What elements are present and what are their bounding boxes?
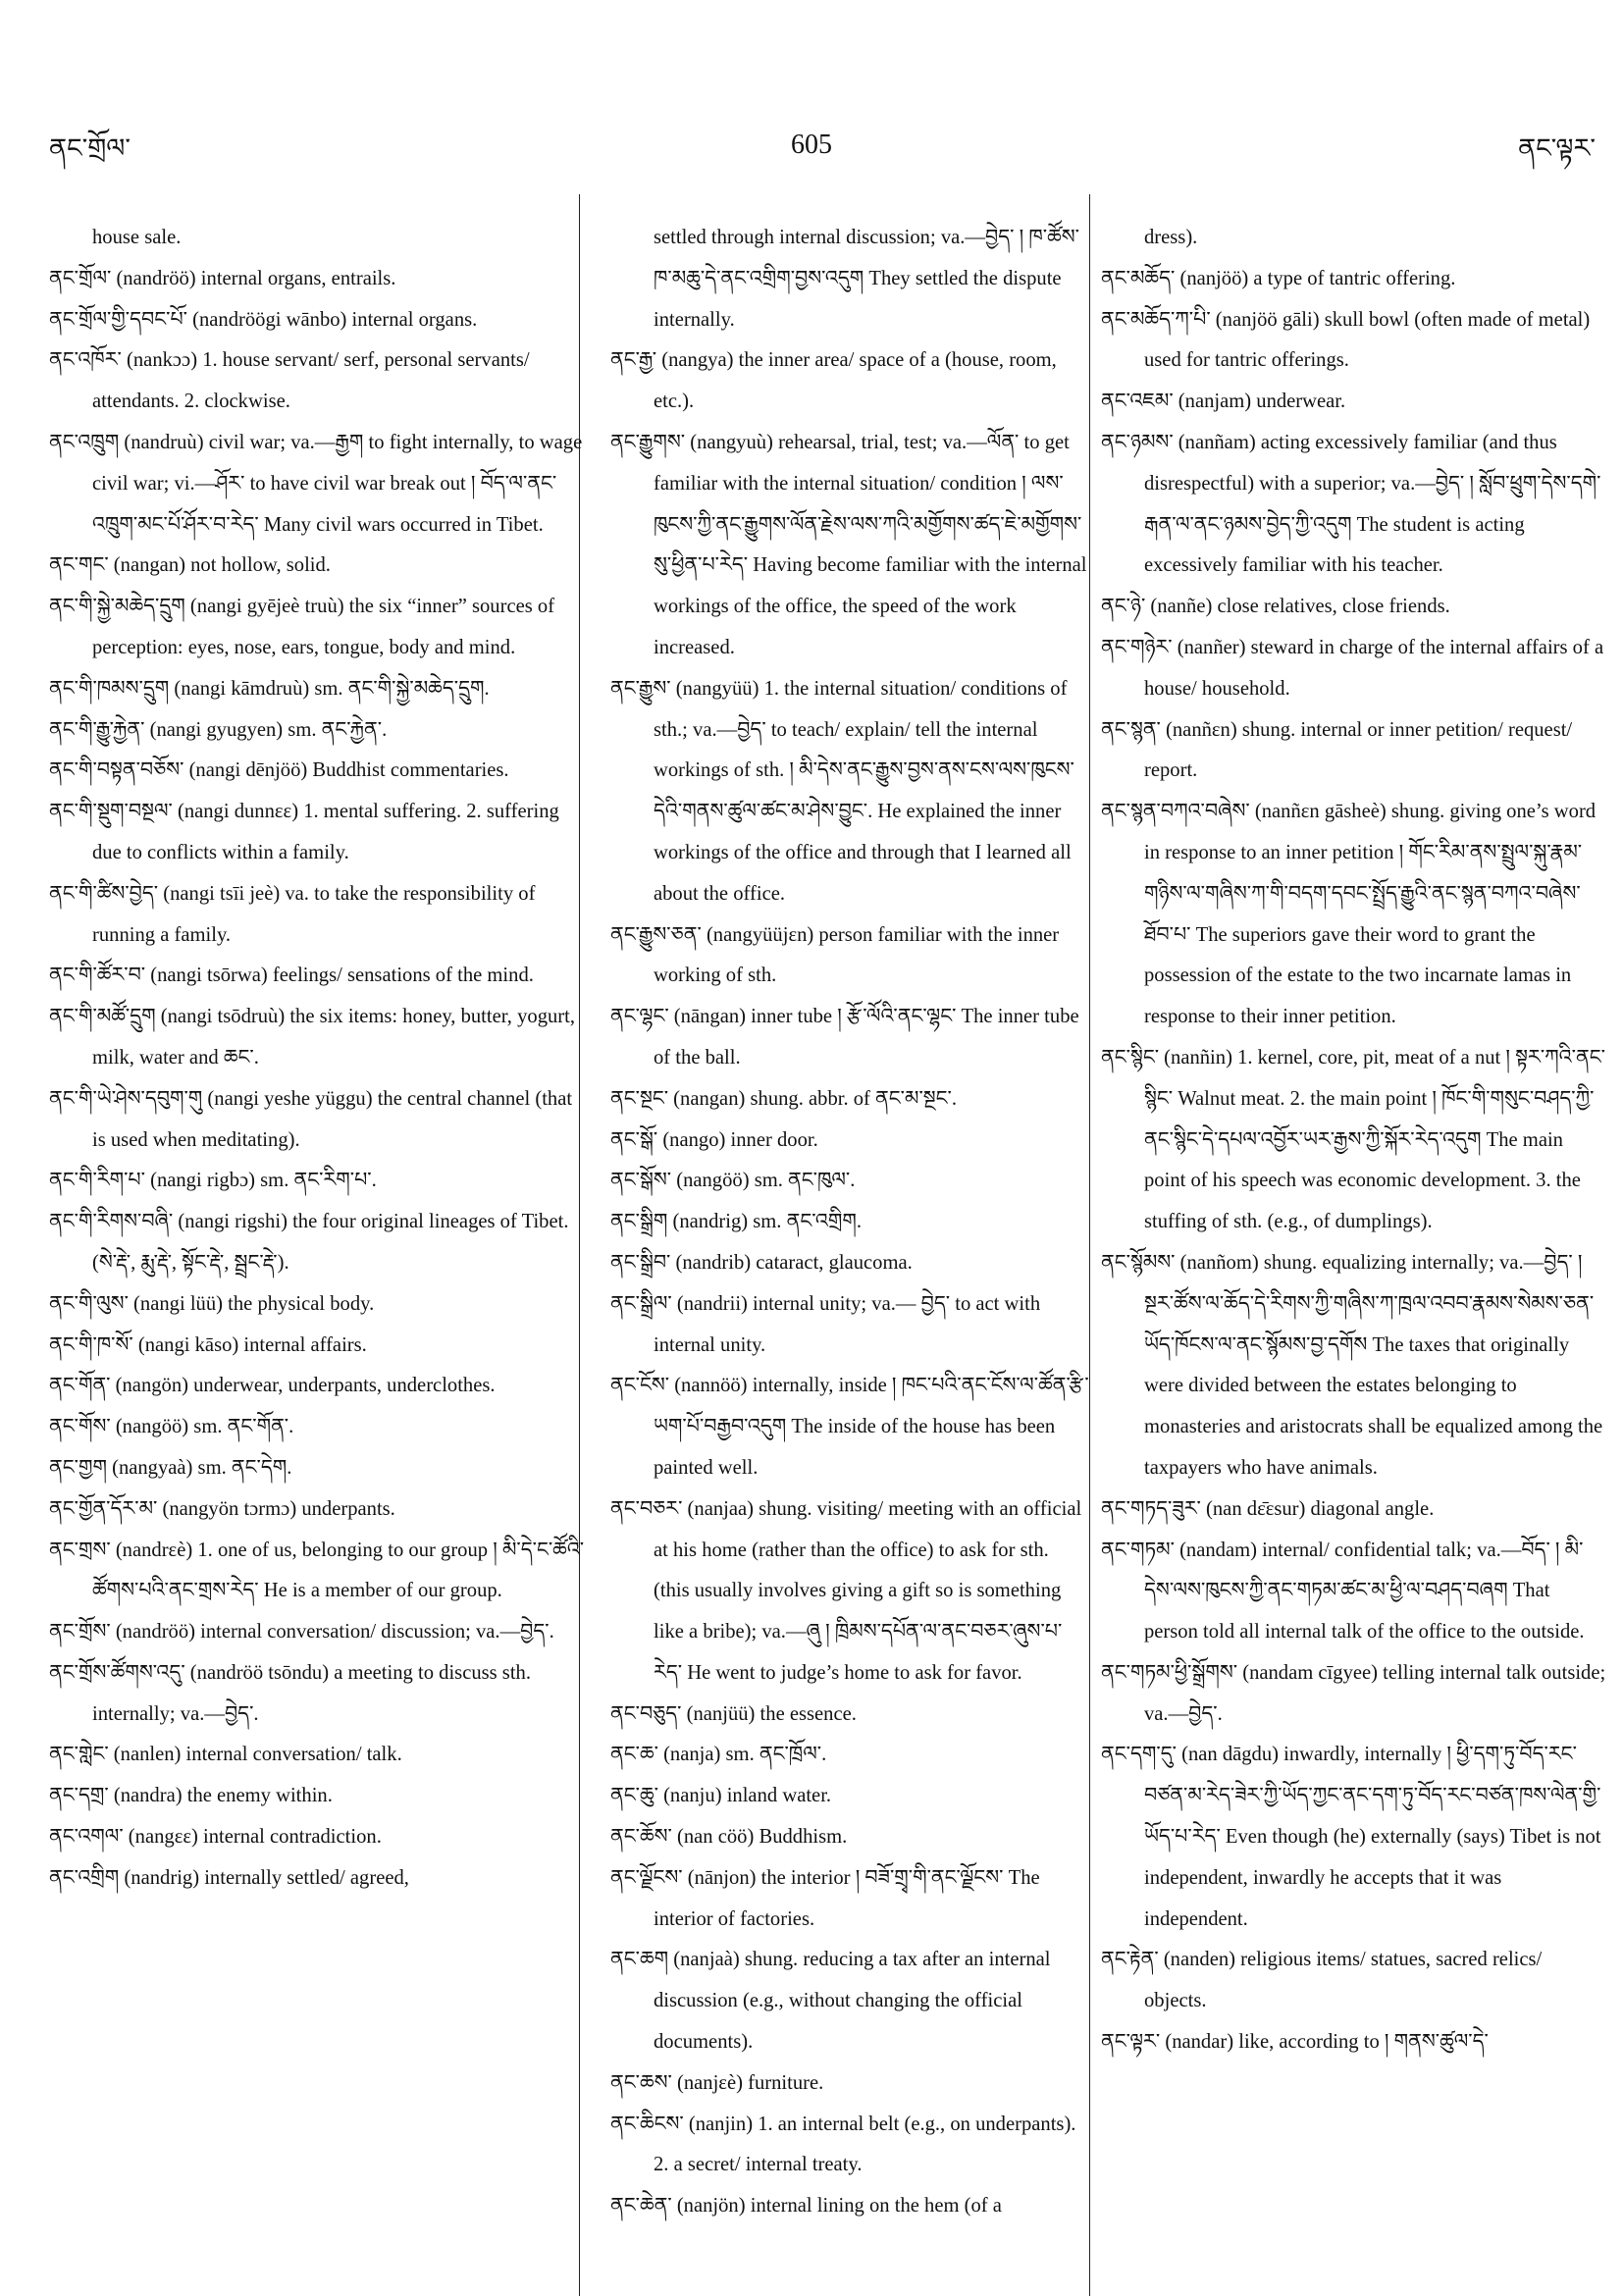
dictionary-entry: ནང་འགལ་ (nangɛɛ) internal contradiction. — [49, 1826, 382, 1849]
dictionary-entry: ནང་མཆོད་ (nanjöö) a type of tantric offering. — [1101, 267, 1456, 289]
dictionary-entry: ནང་གཏམ་ (nandam) internal/ confidential talk; va.—བོད་ ། མི་དེས་ལས་ཁུངས་ཀྱི་ནང་གཏམ་ཚང་མ་ཕྱི་ལ་བཤད་བཞག That person told all internal talk of the office to the outside. — [1101, 1539, 1585, 1644]
dictionary-column-2 — [610, 218, 1089, 2286]
dictionary-entry: ནང་གང་ (nangan) not hollow, solid. — [49, 554, 331, 577]
dictionary-entry: ནང་འཁོར་ (nankɔɔ) 1. house servant/ serf, personal servants/ attendants. 2. clockwise. — [49, 349, 530, 413]
dictionary-entry: ནང་གཏམ་ཕྱི་སྒྲོགས་ (nandam cīgyee) telling internal talk outside; va.—བྱེད་. — [1101, 1661, 1606, 1725]
dictionary-entry: ནང་ཆ་ (nanja) sm. ནང་ཁྲོལ་. — [610, 1744, 827, 1766]
dictionary-entry: ནང་གི་ཚིས་བྱེད་ (nangi tsīi jeè) va. to take the responsibility of running a family. — [49, 882, 536, 946]
dictionary-entry: ནང་གྲོས་ཚོགས་འདུ་ (nandröö tsōndu) a meeting to discuss sth. internally; va.—བྱེད་. — [49, 1661, 531, 1725]
dictionary-entry: ནང་སྔང་ (nangan) shung. abbr. of ནང་མ་སྔང་. — [610, 1087, 958, 1110]
dictionary-entry: ནང་འཁྲུག (nandruù) civil war; va.—རྒྱག to fight internally, to wage civil war; vi.—ཤོར་ to have civil war break out ། བོད་ལ་ནང་འཁྲུག་མང་པོ་ཤོར་བ་རེད་ Many civil wars occurred in Tibet. — [49, 431, 583, 536]
dictionary-entry: settled through internal discussion; va.—བྱེད་ ། ཁ་ཚོས་ཁ་མཆུ་དེ་ནང་འགྲིག་བྱས་འདུག They settled the dispute internally. — [654, 227, 1079, 331]
dictionary-entry: ནང་གཉེར་ (nanñer) steward in charge of the internal affairs of a house/ household. — [1101, 636, 1604, 700]
dictionary-entry: ནང་བཅུད་ (nanjüü) the essence. — [610, 1702, 857, 1725]
dictionary-entry: ནང་སྙན་ (nanñɛn) shung. internal or inner petition/ request/ report. — [1101, 718, 1573, 782]
dictionary-entry: ནང་ལྷང་ (nāngan) inner tube ། རྩོ་ལོའི་ནང་ལྷང་ The inner tube of the ball. — [610, 1006, 1079, 1069]
dictionary-entry: ནང་རྒྱ་ (nangya) the inner area/ space of a (house, room, etc.). — [610, 349, 1057, 413]
dictionary-entry: ནང་ཉེ་ (nanñe) close relatives, close friends. — [1101, 596, 1450, 618]
dictionary-column-1 — [49, 218, 589, 2286]
dictionary-entry: ནང་གྱོན་དོར་མ་ (nangyön tɔrmɔ) underpants. — [49, 1497, 395, 1520]
dictionary-entry: ནང་གི་རིག་པ་ (nangi rigbɔ) sm. ནང་རིག་པ་. — [49, 1170, 377, 1192]
dictionary-entry: ནང་ཆག (nanjaà) shung. reducing a tax after an internal discussion (e.g., without changing the official documents). — [610, 1949, 1051, 2054]
dictionary-entry: ནང་བཅར་ (nanjaa) shung. visiting/ meeting with an official at his home (rather than the office) to ask for sth. (this usually involves giving a gift so is something like a bribe); va.—ཞུ ། ཁྲིམས་དཔོན་ལ་ནང་བཅར་ཞུས་པ་རེད་ He went to judge’s home to ask for favor. — [610, 1497, 1082, 1684]
dictionary-entry: ནང་གི་ཡེ་ཤེས་དབུག་གུ (nangi yeshe yüggu) the central channel (that is used when meditating). — [49, 1087, 573, 1151]
dictionary-entry: ནང་སྒོ་ (nango) inner door. — [610, 1128, 818, 1151]
dictionary-entry: ནང་མཆོད་ཀ་པི་ (nanjöö gāli) skull bowl (often made of metal) used for tantric offerings. — [1101, 308, 1591, 372]
dictionary-entry: ནང་གླེང་ (nanlen) internal conversation/ talk. — [49, 1744, 402, 1766]
dictionary-entry: ནང་ལྗོངས་ (nānjon) the interior ། བཟོ་གྲྭ་གི་ནང་ལྗོངས་ The interior of factories. — [610, 1866, 1040, 1930]
dictionary-entry: ནང་གི་ཁམས་དྲུག (nangi kāmdruù) sm. ནང་གི་སྐྱེ་མཆེད་དྲུག. — [49, 677, 490, 700]
dictionary-entry: ནང་རྒྱུས་ (nangyüü) 1. the internal situation/ conditions of sth.; va.—བྱེད་ to teach/ explain/ tell the internal workings of sth. ། མི་དེས་ནང་རྒྱུས་བྱས་ནས་ངས་ལས་ཁུངས་དེའི་གནས་ཚུལ་ཚང་མ་ཤེས་བྱུང་. He explained the inner workings of the office and through that I learned all about the office. — [610, 677, 1074, 905]
dictionary-entry: ནང་སྒྲིག (nandrig) sm. ནང་འགྲིག. — [610, 1211, 863, 1233]
dictionary-entry: ནང་གི་ལུས་ (nangi lüü) the physical body. — [49, 1292, 375, 1315]
header-right-guideword: ནང་ལྟར་ — [1518, 133, 1596, 163]
dictionary-entry: ནང་ངོས་ (nannöö) internally, inside ། ཁང་པའི་ནང་ངོས་ལ་ཚོན་རྩི་ཡག་པོ་བརྒྱབ་འདུག The inside of the house has been painted well. — [610, 1375, 1089, 1479]
dictionary-entry: ནང་ཆིངས་ (nanjin) 1. an internal belt (e.g., on underpants). 2. a secret/ internal treaty. — [610, 2113, 1076, 2176]
dictionary-entry: ནང་གི་སྐྱེ་མཆེད་དྲུག (nangi gyējeè truù) the six “inner” sources of perception: eyes, nose, ears, tongue, body and mind. — [49, 596, 555, 658]
dictionary-entry: ནང་རྟེན་ (nanden) religious items/ statues, sacred relics/ objects. — [1101, 1949, 1543, 2012]
dictionary-entry: ནང་ཆོས་ (nan cöö) Buddhism. — [610, 1826, 848, 1849]
dictionary-entry: ནང་དགྲ་ (nandra) the enemy within. — [49, 1785, 333, 1807]
dictionary-entry: ནང་གི་སྡུག་བསྔལ་ (nangi dunnɛɛ) 1. mental suffering. 2. suffering due to conflicts within a family. — [49, 801, 559, 863]
dictionary-entry: ནང་ཆས་ (nanjɛè) furniture. — [610, 2071, 824, 2094]
dictionary-entry: ནང་རྒྱུས་ཅན་ (nangyüüjɛn) person familiar with the inner working of sth. — [610, 923, 1060, 987]
dictionary-entry: ནང་གོན་ (nangön) underwear, underpants, underclothes. — [49, 1375, 496, 1397]
dictionary-entry: ནང་འཇམ་ (nanjam) underwear. — [1101, 391, 1346, 413]
dictionary-entry: ནང་གྲོས་ (nandröö) internal conversation/ discussion; va.—བྱེད་. — [49, 1621, 554, 1644]
dictionary-entry: ནང་གྲོལ་ (nandröö) internal organs, entrails. — [49, 267, 396, 289]
dictionary-entry: ནང་ཉམས་ (nanñam) acting excessively familiar (and thus disrespectful) with a superior; va.—བྱེད་ ། སློབ་ཕྲུག་དེས་དགེ་རྒན་ལ་ནང་ཉམས་བྱེད་ཀྱི་འདུག The student is acting excessively familiar with his teacher. — [1101, 431, 1601, 577]
dictionary-entry: ནང་གྲོལ་གྱི་དབང་པོ་ (nandröögi wānbo) internal organs. — [49, 308, 478, 331]
dictionary-entry: ནང་ཆུ་ (nanju) inland water. — [610, 1785, 832, 1807]
dictionary-entry: house sale. — [92, 227, 182, 248]
dictionary-entry: ནང་ཆེན་ (nanjön) internal lining on the hem (of a — [610, 2195, 1002, 2218]
dictionary-entry: ནང་ལྟར་ (nandar) like, according to ། གནས་ཚུལ་དེ་ — [1101, 2031, 1489, 2054]
dictionary-entry: ནང་གི་རིགས་བཞི་ (nangi rigshi) the four original lineages of Tibet. (སེ་རྡེ་, རྨུ་རྡེ་, སྟོང་རྡེ་, སྦྲང་རྡེ་). — [49, 1211, 569, 1274]
page-number: 605 — [791, 130, 832, 160]
dictionary-entry: ནང་གོས་ (nangöö) sm. ནང་གོན་. — [49, 1416, 294, 1438]
dictionary-entry: ནང་སྒྲིབ་ (nandrib) cataract, glaucoma. — [610, 1251, 913, 1274]
dictionary-entry: ནང་གཏད་ཟུར་ (nan dɛ̄ɛsur) diagonal angle. — [1101, 1497, 1435, 1520]
dictionary-entry: ནང་གྱག (nangyaà) sm. ནང་དེག. — [49, 1456, 292, 1479]
dictionary-entry: ནང་རྒྱུགས་ (nangyuù) rehearsal, trial, test; va.—ལོན་ to get familiar with the internal situation/ condition ། ལས་ཁུངས་ཀྱི་ནང་རྒྱུགས་ལོན་རྗེས་ལས་ཀའི་མགྱོགས་ཚད་ཇེ་མགྱོགས་སུ་ཕྱིན་པ་རེད་ Having become familiar with the internal workings of the office, the speed of the work increased. — [610, 431, 1087, 658]
dictionary-entry: ནང་སྙོམས་ (nanñom) shung. equalizing internally; va.—བྱེད་ ། སྔར་ཚོས་ལ་ཆོད་དེ་རིགས་ཀྱི་གཞིས་ཀ་ཁྲལ་འབབ་རྣམས་སེམས་ཅན་ཡོད་ཁོངས་ལ་ནང་སྙོམས་བྱ་དགོས The taxes that originally were divided between the estates belonging to monasteries and aristocrats shall be equalized among the taxpayers who have animals. — [1101, 1251, 1603, 1479]
dictionary-entry: ནང་གི་མཚོ་དྲུག (nangi tsōdruù) the six items: honey, butter, yogurt, milk, water and ཆང་. — [49, 1006, 576, 1069]
dictionary-entry: ནང་གི་རྒྱུ་རྐྱེན་ (nangi gyugyen) sm. ནང་རྐྱེན་. — [49, 718, 388, 741]
dictionary-entry: ནང་གི་བསྟན་བཅོས་ (nangi dēnjöö) Buddhist commentaries. — [49, 759, 509, 782]
dictionary-entry: ནང་སྒོས་ (nangöö) sm. ནང་ཁུལ་. — [610, 1170, 856, 1192]
dictionary-entry: ནང་སྙན་བཀའ་བཞེས་ (nanñɛn gāsheè) shung. giving one’s word in response to an inner petition ། གོང་རིམ་ནས་སྤྲུལ་སྐུ་རྣམ་གཉིས་ལ་གཞིས་ཀ་གི་བདག་དབང་སྤྲོད་རྒྱུའི་ནང་སྙན་བཀའ་བཞེས་ཐོབ་པ་ The superiors gave their word to grant the possession of the estate to the two incarnate lamas in response to their inner petition. — [1101, 801, 1597, 1028]
header-left-guideword: ནང་གྲོལ་ — [49, 133, 131, 163]
dictionary-entry: ནང་གི་ཚོར་བ་ (nangi tsōrwa) feelings/ sensations of the mind. — [49, 965, 534, 987]
dictionary-entry: ནང་གི་ཁ་སོ་ (nangi kāso) internal affairs. — [49, 1333, 367, 1356]
column-divider-2 — [1089, 194, 1090, 2296]
dictionary-entry: ནང་སྒྲིལ་ (nandrii) internal unity; va.— བྱེད་ to act with internal unity. — [610, 1292, 1041, 1356]
dictionary-entry: dress). — [1144, 227, 1198, 248]
dictionary-entry: ནང་འགྲིག (nandrig) internally settled/ agreed, — [49, 1866, 409, 1889]
dictionary-entry: ནང་དག་དུ་ (nan dāgdu) inwardly, internally ། ཕྱི་དག་ཏུ་བོད་རང་བཙན་མ་རེད་ཟེར་ཀྱི་ཡོད་ཀྱང་ནང་དག་ཏུ་བོད་རང་བཙན་ཁས་ལེན་གྱི་ཡོད་པ་རེད་ Even though (he) externally (says) Tibet is not independent, inwardly he accepts that it was independent. — [1101, 1744, 1601, 1930]
dictionary-column-3 — [1101, 218, 1607, 2286]
dictionary-entry: ནང་གྲས་ (nandrɛè) 1. one of us, belonging to our group ། མི་དེ་ང་ཚོའི་ཚོགས་པའི་ནང་གྲས་རེད་ He is a member of our group. — [49, 1539, 585, 1602]
dictionary-entry: ནང་སྙིང་ (nanñin) 1. kernel, core, pit, meat of a nut ། སྟར་ཀའི་ནང་སྙིང་ Walnut meat. 2. the main point ། ཁོང་གི་གསུང་བཤད་ཀྱི་ནང་སྙིང་དེ་དཔལ་འབྱོར་ཡར་རྒྱས་ཀྱི་སྐོར་རེད་འདུག The main point of his speech was economic development. 3. the stuffing of sth. (e.g., of dumplings). — [1101, 1046, 1605, 1233]
